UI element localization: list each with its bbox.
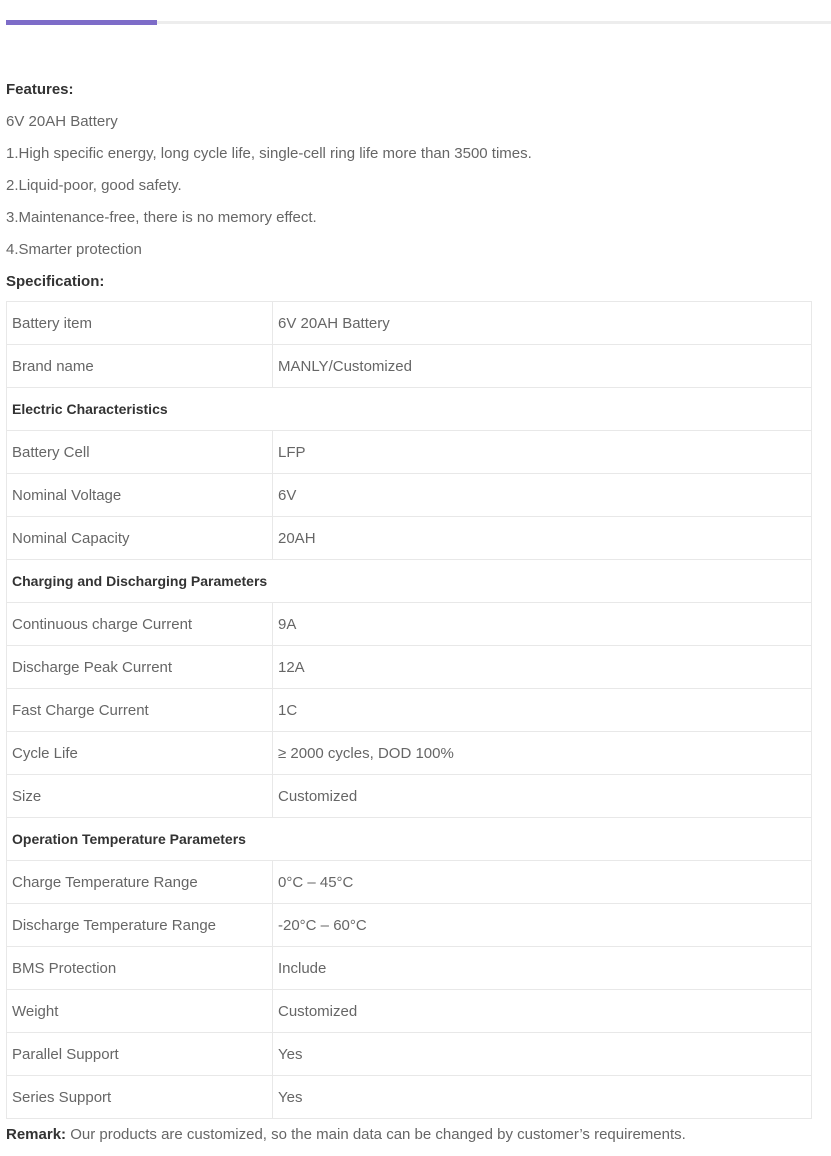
table-row: [7, 517, 812, 560]
remark-line: [6, 1119, 812, 1151]
spec-label: Discharge Temperature Range: [7, 904, 273, 947]
spec-value: -20°C – 60°C: [273, 904, 812, 947]
section-label: Electric Characteristics: [7, 388, 812, 431]
spec-value: 1C: [273, 689, 812, 732]
spec-label: Battery item: [7, 302, 273, 345]
spec-label: Size: [7, 775, 273, 818]
spec-label: Brand name: [7, 345, 273, 388]
spec-label: Nominal Voltage: [7, 474, 273, 517]
features-heading: Features:: [6, 81, 74, 98]
spec-value: Customized: [273, 775, 812, 818]
spec-label: Nominal Capacity: [7, 517, 273, 560]
active-tab-underline[interactable]: [6, 20, 157, 25]
spec-label: Discharge Peak Current: [7, 646, 273, 689]
spec-label: Cycle Life: [7, 732, 273, 775]
spec-value: Yes: [273, 1076, 812, 1119]
section-label: Charging and Discharging Parameters: [7, 560, 812, 603]
spec-value: MANLY/Customized: [273, 345, 812, 388]
spec-value: Yes: [273, 1033, 812, 1076]
table-row: [7, 302, 812, 345]
spec-value: ≥ 2000 cycles, DOD 100%: [273, 732, 812, 775]
feature-line: 2.Liquid-poor, good safety.: [6, 177, 182, 194]
spec-label: Series Support: [7, 1076, 273, 1119]
feature-line: 3.Maintenance-free, there is no memory effect.: [6, 209, 317, 226]
remark-label: Remark:: [6, 1126, 67, 1143]
specification-table: [6, 301, 812, 1119]
specification-heading: Specification:: [6, 273, 105, 290]
features-list: [6, 106, 812, 266]
spec-value: LFP: [273, 431, 812, 474]
table-row: [7, 904, 812, 947]
remark-text: Our products are customized, so the main data can be changed by customer’s requirements.: [70, 1126, 686, 1143]
table-row: [7, 646, 812, 689]
spec-label: Fast Charge Current: [7, 689, 273, 732]
table-row: [7, 431, 812, 474]
tab-bar: [0, 0, 831, 26]
feature-line: 6V 20AH Battery: [6, 113, 118, 130]
spec-value: Customized: [273, 990, 812, 1033]
table-row: [7, 732, 812, 775]
table-row: [7, 947, 812, 990]
table-row: [7, 990, 812, 1033]
feature-line: 4.Smarter protection: [6, 241, 142, 258]
spec-value: 6V 20AH Battery: [273, 302, 812, 345]
table-row: [7, 474, 812, 517]
spec-label: Continuous charge Current: [7, 603, 273, 646]
spec-label: Parallel Support: [7, 1033, 273, 1076]
table-row: [7, 1033, 812, 1076]
spec-label: BMS Protection: [7, 947, 273, 990]
feature-line: 1.High specific energy, long cycle life, single-cell ring life more than 3500 times.: [6, 145, 532, 162]
table-section-row: [7, 818, 812, 861]
table-section-row: [7, 560, 812, 603]
table-row: [7, 345, 812, 388]
spec-value: 12A: [273, 646, 812, 689]
table-row: [7, 775, 812, 818]
table-section-row: [7, 388, 812, 431]
section-label: Operation Temperature Parameters: [7, 818, 812, 861]
spec-label: Weight: [7, 990, 273, 1033]
spec-value: 9A: [273, 603, 812, 646]
spec-value: 20AH: [273, 517, 812, 560]
spec-value: Include: [273, 947, 812, 990]
spec-label: Battery Cell: [7, 431, 273, 474]
table-row: [7, 1076, 812, 1119]
product-description-content: [6, 74, 812, 1151]
spec-value: 0°C – 45°C: [273, 861, 812, 904]
spec-label: Charge Temperature Range: [7, 861, 273, 904]
tab-bar-divider: [157, 21, 831, 24]
table-row: [7, 689, 812, 732]
spec-value: 6V: [273, 474, 812, 517]
table-row: [7, 861, 812, 904]
table-row: [7, 603, 812, 646]
